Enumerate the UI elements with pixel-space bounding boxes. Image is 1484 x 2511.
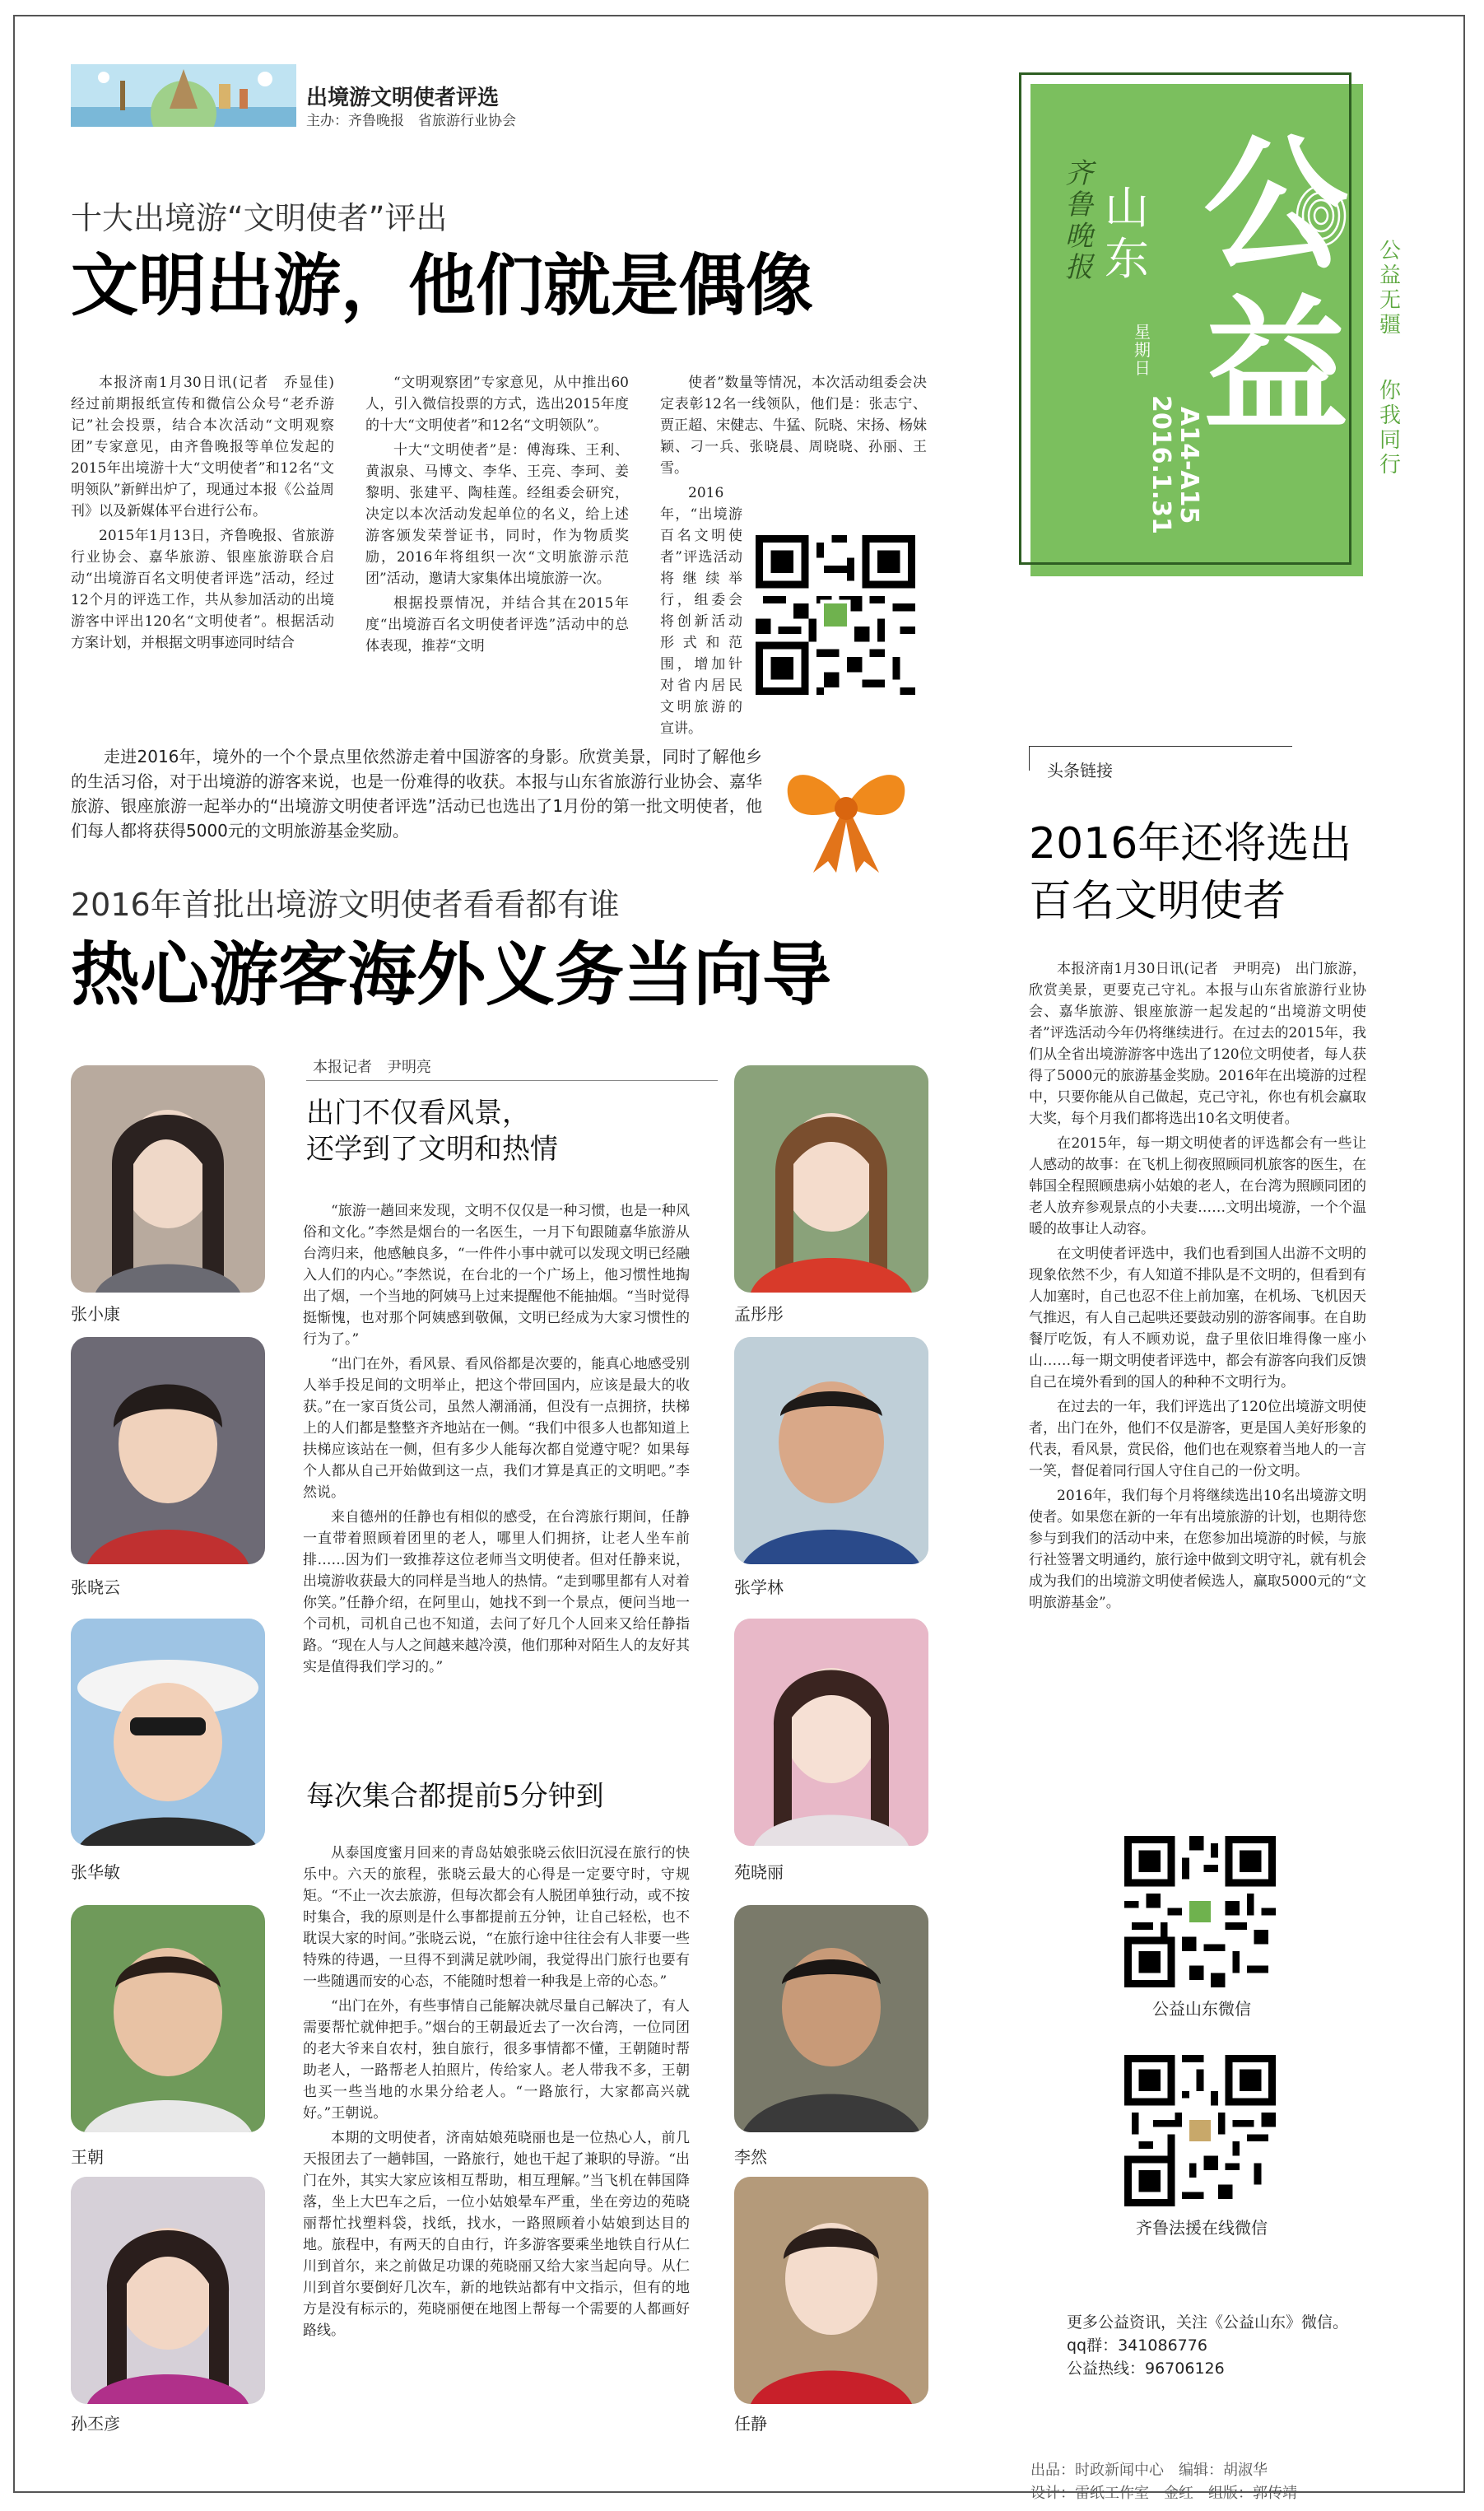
qr1-caption: 公益山东微信	[1152, 1999, 1251, 2019]
person-name: 李然	[734, 2147, 767, 2167]
article1-col1	[71, 372, 348, 657]
article2-body1-p2: “出门在外，看风景、看风俗都是次要的，能真心地感受别人举手投足间的文明举止，把这个带回国内，应该是最大的收获。”在一家百货公司，虽然人潮涌涌，但没有一点拥挤，扶梯上的人们都是整整齐齐地站在一侧。“我们中很多人也都知道上扶梯应该站在一侧，但有多少人能每次都自觉遵守呢？如果每个人都从自己开始做到这一点，我们才算是真正的文明吧。”李然说。	[303, 1356, 690, 1501]
article1-col1-p2: 2015年1月13日，齐鲁晚报、省旅游行业协会、嘉华旅游、银座旅游联合启动“出境游百名文明使者评选”活动，经过12个月的评选工作，共从参加活动的出境游客中评出120名“文明使者”。根据活动方案计划，并根据文明事迹同时结合	[71, 528, 334, 651]
footer-credits-1: 出品：时政新闻中心 编辑：胡淑华	[1030, 2462, 1268, 2479]
article2-byline: 本报记者 尹明亮	[313, 1059, 431, 1076]
article1-headline: 文明出游，他们就是偶像	[71, 247, 814, 325]
person-name: 张晓云	[71, 1577, 120, 1597]
sidebar-p5: 2016年，我们每个月将继续选出10名出境游文明使者。如果您在新的一年有出境旅游的计划，也期待您参与到我们的活动中来，在您参加出境游的时候，与旅行社签署文明通约，旅行途中做到文明守礼，就有机会成为我们的出境游文明使者候选人，赢取5000元的“文明旅游基金”。	[1029, 1488, 1366, 1611]
sidebar-p1: 本报济南1月30日讯(记者 尹明亮) 出门旅游，欣赏美景，更要克己守礼。本报与山东省旅游行业协会、嘉华旅游、银座旅游一起发起的“出境游文明使者”评选活动今年仍将继续进行。在过去的2015年，我们从全省出境游游客中选出了120位文明使者，每人获得了5000元的旅游基金奖励。2016年在出境游的过程中，只要你能从自己做起，克己守礼，你也有机会赢取大奖，每个月我们都将选出10名文明使者。	[1029, 961, 1366, 1127]
person-name: 孙丕彦	[71, 2414, 120, 2434]
article1-kicker: 十大出境游“文明使者”评出	[71, 200, 448, 236]
person-name: 苑晓丽	[734, 1862, 784, 1882]
masthead-block	[1030, 84, 1363, 576]
article2-body2-p3: 本期的文明使者，济南姑娘苑晓丽也是一位热心人，前几天报团去了一趟韩国，一路旅行，她也干起了兼职的导游。“出门在外，其实大家应该相互帮助，相互理解。”当飞机在韩国降落，坐上大巴车之后，一位小姑娘晕车严重，坐在旁边的苑晓丽帮忙找塑料袋，找纸，找水，一路照顾着小姑娘到达目的地。旅程中，有两天的自由行，许多游客要乘坐地铁自行从仁川到首尔，来之前做足功课的苑晓丽又给大家当起向导。从仁川到首尔要倒好几次车，新的地铁站都有中文指示，但有的地方是没有标示的，苑晓丽便在地图上帮每一个需要的人都画好路线。	[303, 2130, 690, 2339]
article1-col3-p2: 2016年，“出境游百名文明使者”评选活动将继续举行，组委会将创新活动形式和范围，增加针对省内居民文明旅游的宣讲。	[660, 485, 742, 737]
sidebar-headline: 2016年还将选出 百名文明使者	[1029, 819, 1352, 926]
article1-col2	[365, 372, 629, 660]
masthead-title: 公益	[1203, 121, 1349, 451]
person-photo	[734, 2177, 928, 2404]
sidebar-contact2: qq群：341086776	[1067, 2336, 1207, 2355]
person-photo	[71, 2177, 265, 2404]
fingerprint-icon	[1292, 183, 1350, 249]
banner-title: 出境游文明使者评选	[306, 86, 500, 110]
sidebar-p3: 在文明使者评选中，我们也看到国人出游不文明的现象依然不少，有人知道不排队是不文明的，但看到有人加塞时，自己也忍不住上前加塞，在机场、飞机因天气推迟，有人自己起哄还要鼓动别的游客闹事。在自助餐厅吃饭，有人不顾劝说，盘子里依旧堆得像一座小山……每一期文明使者评选中，都会有游客向我们反馈自己在境外看到的国人的种种不文明行为。	[1029, 1246, 1366, 1391]
person-name: 张小康	[71, 1304, 120, 1324]
article2-body2-p2: “出门在外，有些事情自己能解决就尽量自己解决了，有人需要帮忙就伸把手。”烟台的王朝最近去了一次台湾，一位同团的老大爷来自农村，独自旅行，很多事情都不懂，王朝随时帮助老人，一路帮老人拍照片，传给家人。老人带我不多，王朝也买一些当地的水果分给老人。“一路旅行，大家都高兴就好。”王朝说。	[303, 1998, 690, 2122]
sidebar-body	[1029, 958, 1366, 1617]
footer-credits-2: 设计：雷纸工作室 金红 组版：郭传靖	[1030, 2485, 1297, 2502]
banner-image	[71, 64, 296, 127]
article1-col2-p1: “文明观察团”专家意见，从中推出60人，引入微信投票的方式，选出2015年度的十大“文明使者”和12名“文明领队”。	[365, 375, 629, 434]
lead-text: 走进2016年，境外的一个个景点里依然游走着中国游客的身影。欣赏美景，同时了解他乡的生活习俗，对于出境游的游客来说，也是一份难得的收获。本报与山东省旅游行业协会、嘉华旅游、银座旅游一起举办的“出境游文明使者评选”活动已也选出了1月份的第一批文明使者，他们每人都将获得5000元的文明旅游基金奖励。	[71, 747, 762, 841]
sidebar-p4: 在过去的一年，我们评选出了120位出境游文明使者，出门在外，他们不仅是游客，更是国人美好形象的代表，看风景，赏民俗，他们也在观察着当地人的一言一笑，督促着同行国人守住自己的一份文明。	[1029, 1399, 1366, 1479]
person-name: 王朝	[71, 2147, 104, 2167]
article2-body2	[303, 1842, 690, 2345]
article1-col1-p1: 本报济南1月30日讯(记者 乔显佳) 经过前期报纸宣传和微信公众号“老乔游记”社会投票，结合本次活动“文明观察团”专家意见，由齐鲁晚报等单位发起的2015年出境游十大“文明使者”和12名“文明领队”新鲜出炉了，现通过本报《公益周刊》以及新媒体平台进行公布。	[71, 375, 348, 519]
article1-col3-p1: 使者”数量等情况，本次活动组委会决定表彰12名一线领队，他们是：张志宁、贾正超、宋健志、牛猛、阮晓、宋扬、杨妹颖、刁一兵、张晓晨、周晓晓、孙丽、王雪。	[660, 375, 927, 477]
sidebar-p2: 在2015年，每一期文明使者的评选都会有一些让人感动的故事：在飞机上彻夜照顾同机旅客的医生，在韩国全程照顾患病小姑娘的老人，在台湾为照顾同团的老人放弃参观景点的小夫妻……文明出境游，一个个温暖的故事让人动容。	[1029, 1135, 1366, 1237]
person-photo	[734, 1619, 928, 1846]
gongyi-shandong-qr-code	[1124, 1836, 1276, 1987]
article2-headline: 热心游客海外义务当向导	[71, 934, 832, 1015]
article2-kicker: 2016年首批出境游文明使者看看都有谁	[71, 887, 620, 923]
article1-qr-code	[756, 535, 915, 695]
sidebar-label: 头条链接	[1047, 761, 1113, 780]
article2-body1	[303, 1200, 690, 1681]
masthead-date: 2016.1.31	[1147, 395, 1175, 534]
article2-subhead2: 每次集合都提前5分钟到	[306, 1780, 604, 1813]
masthead-publisher: 齐鲁晚报	[1065, 157, 1093, 284]
sidebar-contact1: 更多公益资讯，关注《公益山东》微信。	[1067, 2313, 1349, 2332]
person-name: 张华敏	[71, 1862, 120, 1882]
masthead-day: 星期日	[1134, 322, 1151, 378]
qilu-fayuan-qr-code	[1124, 2055, 1276, 2206]
article2-body1-p3: 来自德州的任静也有相似的感受，在台湾旅行期间，任静一直带着照顾着团里的老人，哪里人们拥挤，让老人坐车前排……因为们一致推荐这位老师当文明使者。但对任静来说，出境游收获最大的同样是当地人的热情。“走到哪里都有人对着你笑。”任静介绍，在阿里山，她找不到一个景点，便问当地一个司机，司机自己也不知道，去问了好几个人回来又给任静指路。“现在人与人之间越来越冷漠，他们那种对陌生人的友好其实是值得我们学习的。”	[303, 1509, 690, 1675]
sidebar-contact3: 公益热线：96706126	[1067, 2360, 1225, 2378]
masthead-slogan2: 你我同行	[1379, 379, 1402, 478]
masthead-region: 山东	[1105, 182, 1149, 285]
person-photo	[734, 1905, 928, 2132]
person-name: 任静	[734, 2414, 767, 2434]
person-photo	[71, 1905, 265, 2132]
article2-body1-p1: “旅游一趟回来发现，文明不仅仅是一种习惯，也是一种风俗和文化。”李然是烟台的一名医生，一月下旬跟随嘉华旅游从台湾归来，他感触良多，“一件件小事中就可以发现文明已经融入人们的内心。”李然说，在台北的一个广场上，他习惯性地掏出了烟，一个当地的阿姨马上过来提醒他不能抽烟。“当时觉得挺惭愧，也对那个阿姨感到敬佩，文明已经成为大家习惯性的行为了。”	[303, 1203, 690, 1348]
ribbon-bow-icon	[764, 749, 928, 874]
person-photo	[71, 1065, 265, 1293]
person-photo	[71, 1337, 265, 1564]
article1-col2-p2: 十大“文明使者”是：傅海珠、王利、黄淑泉、马博文、李华、王亮、李珂、姜黎明、张建平、陶桂莲。经组委会研究，决定以本次活动发起单位的名义，给上述游客颁发荣誉证书，同时，作为物质奖励，2016年将组织一次“文明旅游示范团”活动，邀请大家集体出境旅游一次。	[365, 442, 629, 587]
article2-body2-p1: 从泰国度蜜月回来的青岛姑娘张晓云依旧沉浸在旅行的快乐中。六天的旅程，张晓云最大的心得是一定要守时，守规矩。“不止一次去旅游，但每次都会有人脱团单独行动，或不按时集合，我的原则是什么事都提前五分钟，让自己轻松，也不耽误大家的时间。”张晓云说，“在旅行途中往往会有人非要一些特殊的待遇，一旦得不到满足就吵闹，我觉得出门旅行也要有一些随遇而安的心态，不能随时想着一种我是上帝的心态。”	[303, 1845, 690, 1990]
article2-subhead1: 出门不仅看风景， 还学到了文明和热情	[306, 1097, 558, 1166]
person-name: 张学林	[734, 1577, 784, 1597]
masthead-slogan1: 公益无疆	[1379, 239, 1402, 338]
article1-col2-p3: 根据投票情况，并结合其在2015年度“出境游百名文明使者评选”活动中的总体表现，推荐“文明	[365, 595, 629, 655]
banner-sponsor: 主办：齐鲁晚报 省旅游行业协会	[306, 113, 516, 129]
masthead-pages: A14-A15	[1175, 407, 1203, 524]
qr2-caption: 齐鲁法援在线微信	[1136, 2218, 1268, 2238]
person-photo	[734, 1065, 928, 1293]
byline-rule	[306, 1080, 718, 1081]
person-photo	[734, 1337, 928, 1564]
person-photo	[71, 1619, 265, 1846]
person-name: 孟彤彤	[734, 1304, 784, 1324]
